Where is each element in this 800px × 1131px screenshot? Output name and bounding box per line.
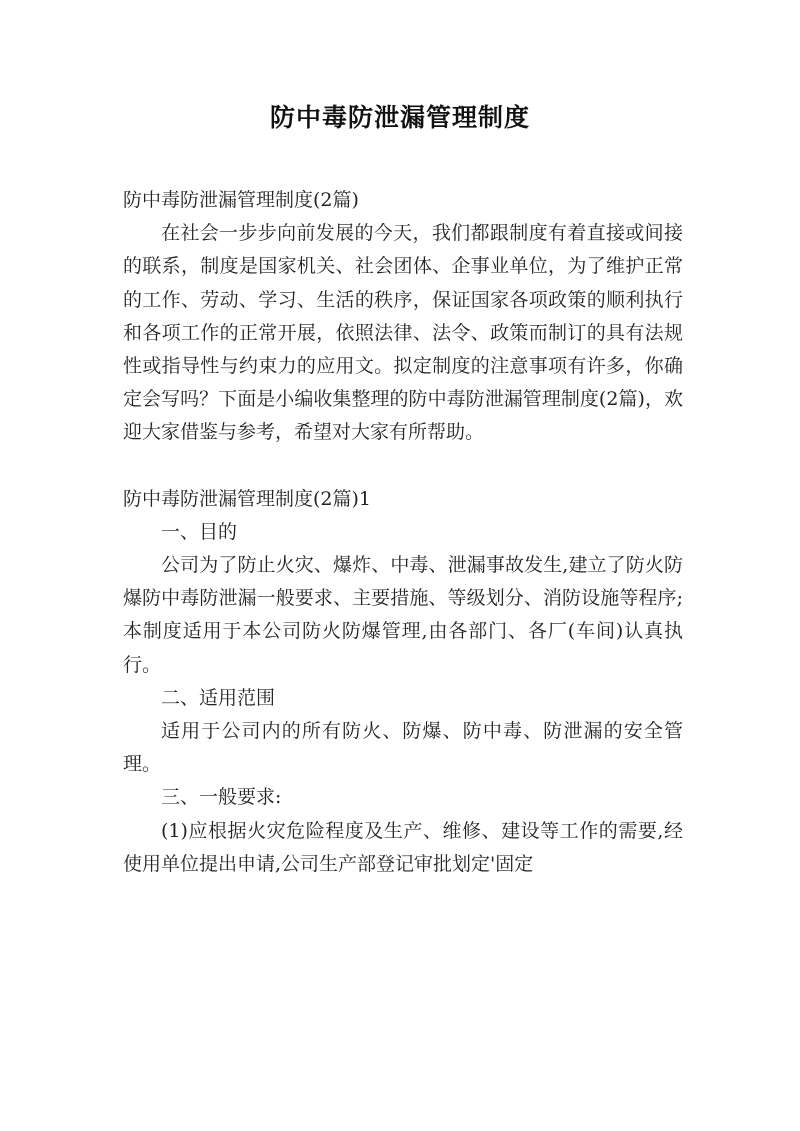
purpose-paragraph: 公司为了防止火灾、爆炸、中毒、泄漏事故发生,建立了防火防爆防中毒防泄漏一般要求、主要措施、等级划分、消防设施等程序;本制度适用于本公司防火防爆管理,由各部门、各厂(车间)认真执行。 [123, 554, 683, 676]
subheading-purpose: 一、目的 [161, 520, 238, 543]
paragraph-spacer [123, 450, 683, 483]
scope-paragraph: 适用于公司内的所有防火、防爆、防中毒、防泄漏的安全管理。 [123, 720, 683, 776]
doc-heading-intro: 防中毒防泄漏管理制度(2篇) [123, 189, 359, 211]
section-heading: 防中毒防泄漏管理制度(2篇)1 [123, 487, 372, 510]
subheading-scope: 二、适用范围 [161, 686, 276, 709]
requirement-item-1: (1)应根据火灾危险程度及生产、维修、建设等工作的需要,经使用单位提出申请,公司生产部登记审批划定'固定 [123, 819, 683, 875]
document-body [123, 184, 683, 881]
intro-paragraph: 在社会一步步向前发展的今天，我们都跟制度有着直接或间接的联系，制度是国家机关、社会团体、企事业单位，为了维护正常的工作、劳动、学习、生活的秩序，保证国家各项政策的顺利执行和各项工作的正常开展，依照法律、法令、政策而制订的具有法规性或指导性与约束力的应用文。拟定制度的注意事项有许多，你确定会写吗？下面是小编收集整理的防中毒防泄漏管理制度(2篇)，欢迎大家借鉴与参考，希望对大家有所帮助。 [123, 222, 683, 444]
subheading-general-requirements: 三、一般要求: [161, 786, 282, 809]
document-title: 防中毒防泄漏管理制度 [269, 103, 530, 132]
